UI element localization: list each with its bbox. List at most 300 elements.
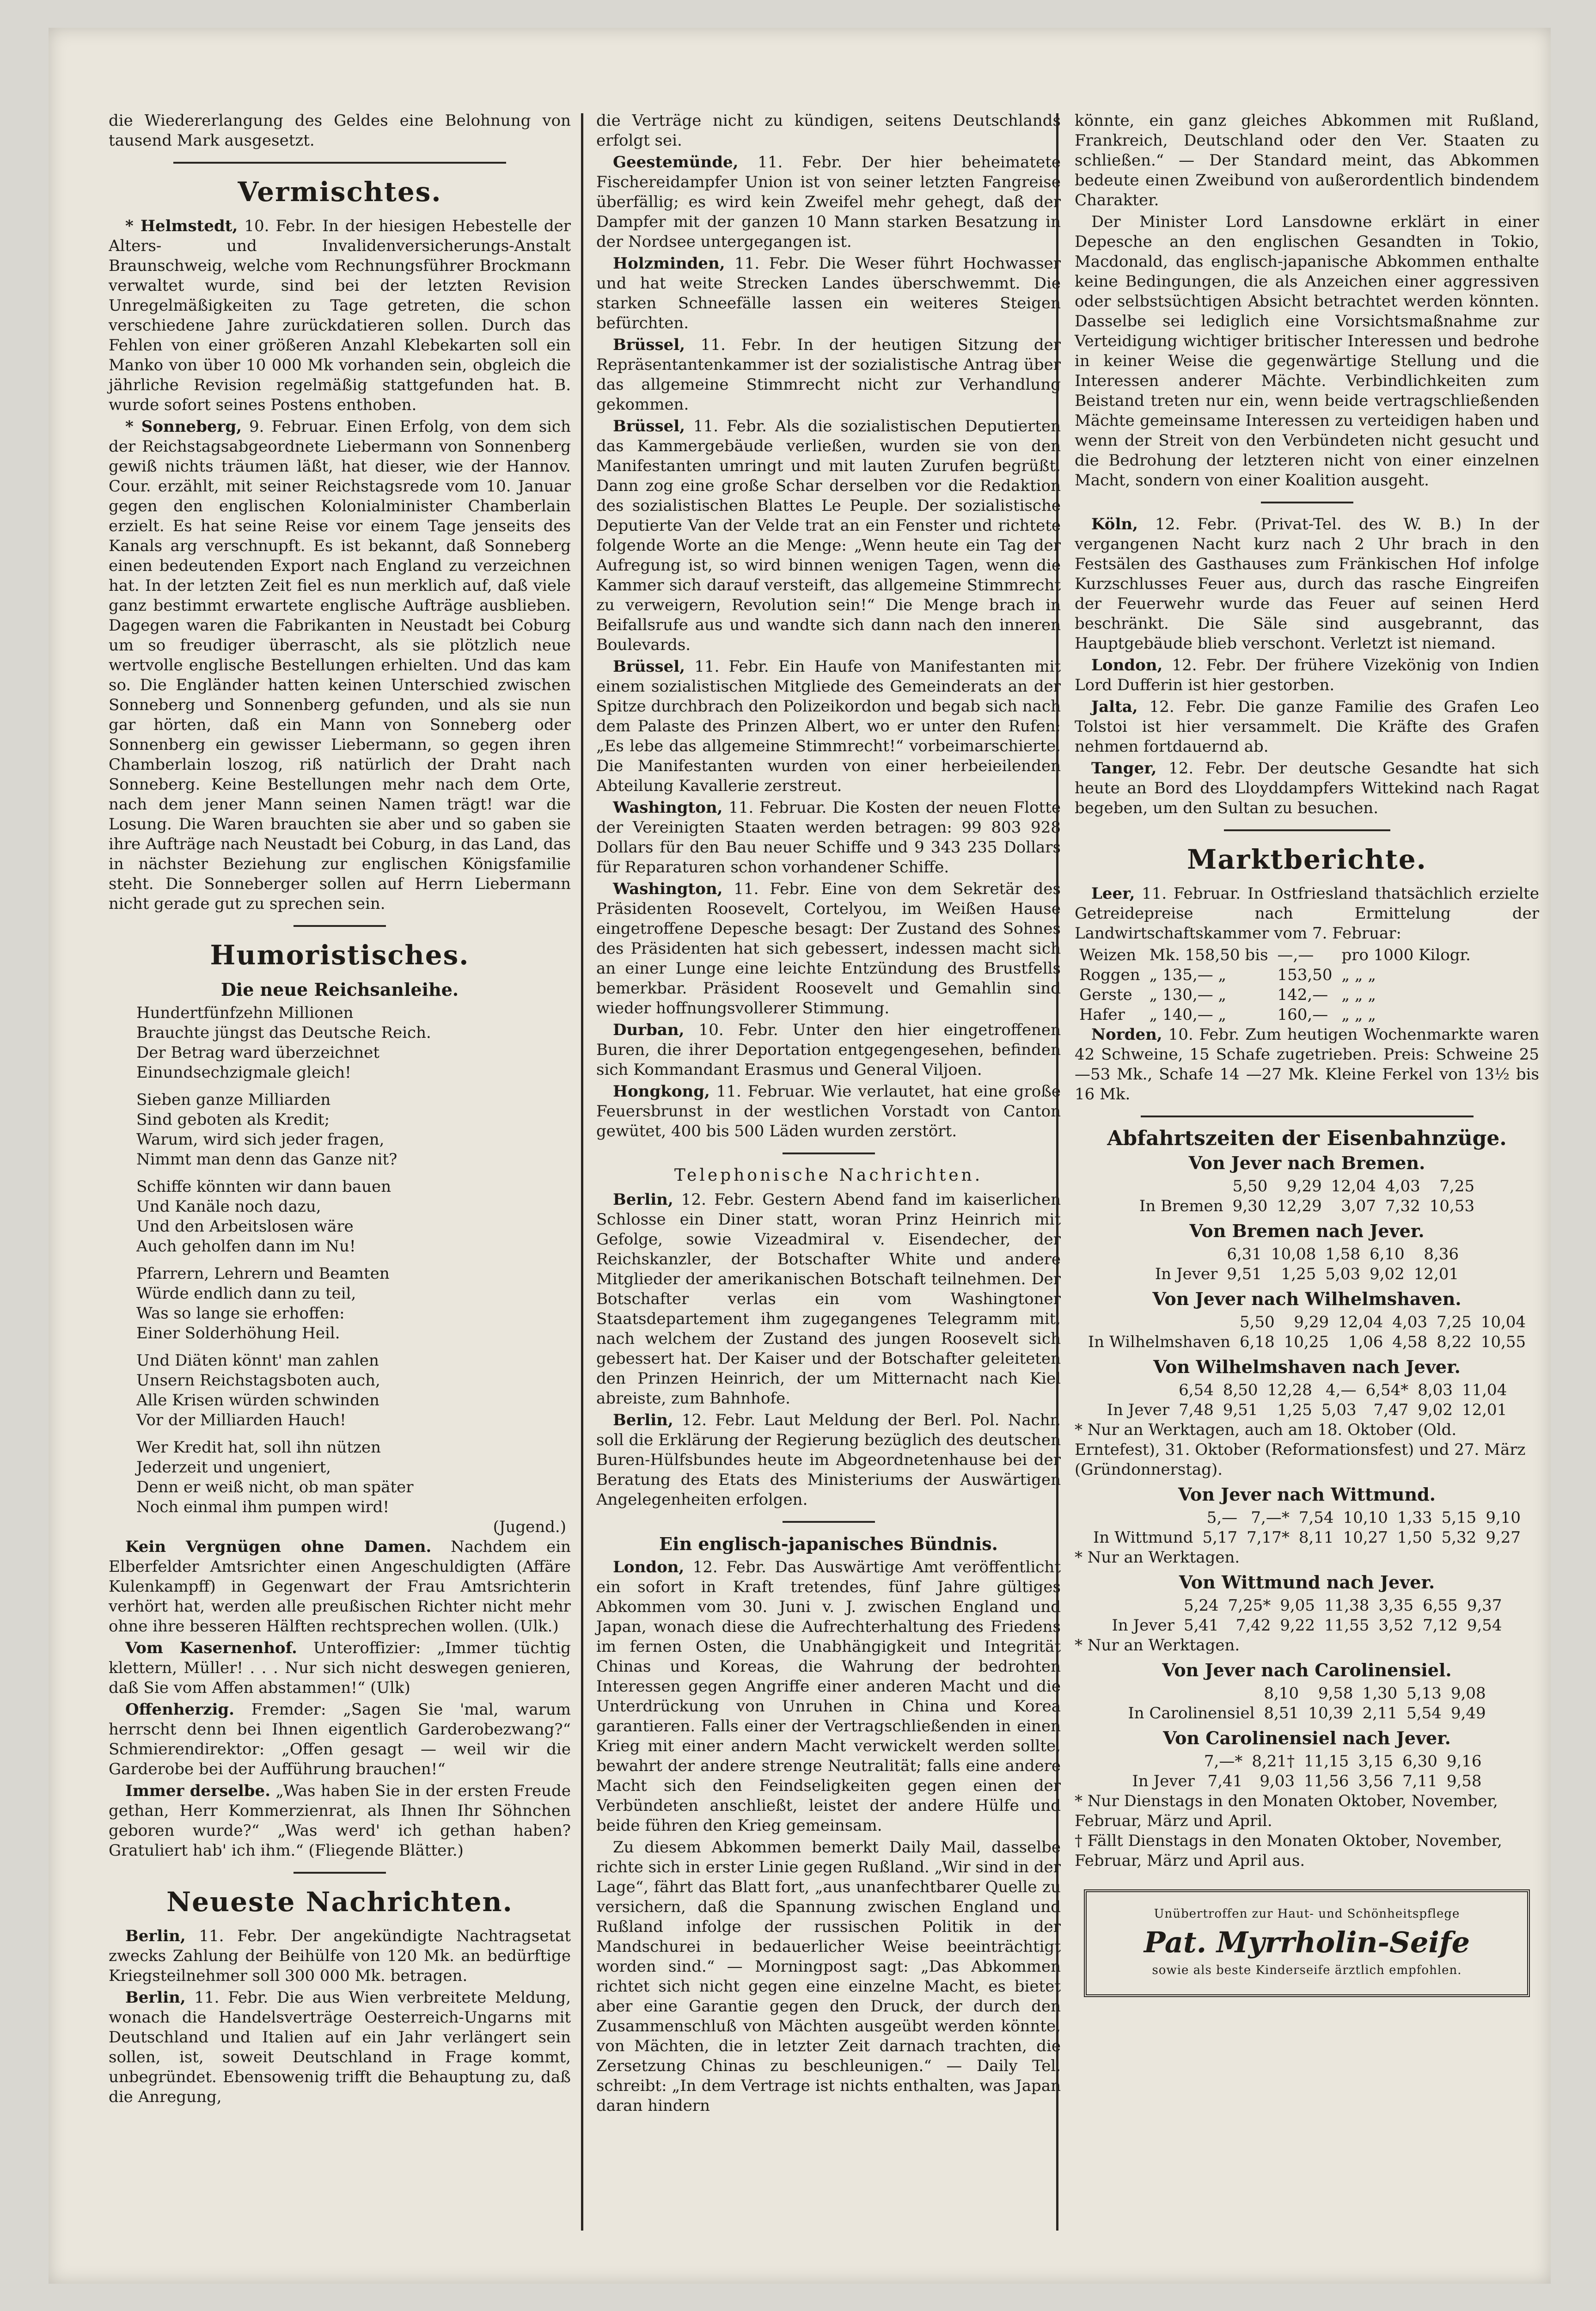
- timetable-note: * Nur an Werktagen.: [1075, 1636, 1240, 1655]
- poem-line: Der Betrag ward überzeichnet: [136, 1043, 380, 1062]
- departure-time: 1,25: [1277, 1401, 1312, 1419]
- article-text: 11. Febr. Eine von dem Sekretär des Präsidenten Roosevelt, Cortelyou, im Weißen Hause eingetroffene Depesche besagt: Der Zustand des Sohnes des Präsidenten hat sich gebessert, indessen macht sich an einer Lunge eine leichte Entzündung des Brustfells bemerkbar. Präsident Roosevelt und Gemahlin sind wieder hoffnungsvollerer Stimmung.: [596, 880, 1061, 1018]
- station-label: [1107, 1596, 1179, 1616]
- poem-line: Würde endlich dann zu teil,: [136, 1284, 356, 1303]
- news-item: [596, 879, 1061, 1018]
- timetable: [1083, 1312, 1530, 1352]
- departure-time: 9,08: [1450, 1684, 1486, 1703]
- departure-time: 4,58: [1392, 1333, 1428, 1351]
- dateline: Geestemünde,: [613, 153, 739, 172]
- departure-time: 5,03: [1321, 1401, 1357, 1419]
- dateline: Kein Vergnügen ohne Damen.: [125, 1538, 432, 1556]
- price-cell: „ „ „: [1341, 1005, 1376, 1024]
- ad-subline: sowie als beste Kinderseife ärztlich empfohlen.: [1152, 1963, 1462, 1977]
- poem-line: Was so lange sie erhoffen:: [136, 1304, 345, 1323]
- departure-time: 6,55: [1423, 1596, 1458, 1615]
- section-divider: [1224, 829, 1390, 831]
- section-title-buendnis: Ein englisch-japanisches Bündnis.: [659, 1533, 998, 1554]
- price-cell: „ „ „: [1341, 966, 1376, 984]
- departure-time: 1,30: [1362, 1684, 1398, 1703]
- column-rule: [581, 113, 583, 2231]
- departure-time: 12,04: [1331, 1177, 1376, 1195]
- poem-line: Brauchte jüngst das Deutsche Reich.: [136, 1024, 431, 1042]
- poem-line: Auch geholfen dann im Nu!: [136, 1237, 356, 1256]
- departure-time: 8,11: [1298, 1528, 1334, 1547]
- station-label: In Carolinensiel: [1128, 1704, 1255, 1723]
- departure-time: 5,15: [1441, 1508, 1477, 1527]
- departure-time: 12,01: [1461, 1401, 1507, 1419]
- dateline: Washington,: [613, 798, 723, 817]
- price-row: [1075, 945, 1475, 965]
- article-text: 10. Febr. Unter den hier eingetroffenen Buren, die ihrer Deportation entgegengesehen, befinden sich Kommandant Erasmus und General Viljoen.: [596, 1021, 1061, 1079]
- article-lansdowne: Der Minister Lord Lansdowne erklärt in einer Depesche an den englischen Gesandten in Tokio, Macdonald, das englisch-japanische Abkommen enthalte keine Bedingungen, die als Anzeichen einer aggressiven oder selbstsüchtigen Absicht betrachtet werden könnten. Dasselbe sei lediglich eine Vorsichtsmaßnahme zur Verteidigung wichtiger britischer Interessen und bedrohe in keiner Weise die gegenwärtige Stellung und die Interessen anderer Mächte. Verbindlichkeiten zum Beistand treten nur ein, wenn beide vertragschließenden Mächte gemeinsame Interessen zu verteidigen haben und wenn der Streit von den Verbündeten nicht gesucht und die Bedrohung der letzteren nicht von einer einzelnen Macht, sondern von einer Koalition ausgeht.: [1075, 213, 1539, 490]
- poem-line: Und Kanäle noch dazu,: [136, 1197, 321, 1216]
- timetable-row: [1102, 1380, 1512, 1400]
- departure-time: 11,38: [1324, 1596, 1370, 1615]
- station-label: In Wilhelmshaven: [1088, 1333, 1231, 1351]
- section-divider: [783, 1152, 875, 1154]
- section-title-telephonische-nachrichten: Telephonische Nachrichten.: [674, 1166, 983, 1185]
- departure-time: 5,54: [1406, 1704, 1442, 1723]
- dateline: Köln,: [1091, 515, 1138, 533]
- continued-text: die Wiedererlangung des Geldes eine Belohnung von tausend Mark ausgesetzt.: [109, 111, 571, 150]
- departure-time: 3,52: [1378, 1616, 1414, 1635]
- departure-time: 7,—*: [1251, 1508, 1290, 1527]
- dateline: Hongkong,: [613, 1082, 710, 1101]
- poem-stanza: [136, 1438, 571, 1517]
- timetable-row: [1150, 1244, 1463, 1264]
- dateline: London,: [1091, 656, 1163, 674]
- dateline: Vom Kasernenhof.: [125, 1639, 297, 1657]
- departure-time: 7,25: [1437, 1313, 1472, 1331]
- market-report-leer: [1075, 884, 1539, 944]
- ad-brand-name: Pat. Myrrholin-Seife: [1143, 1925, 1470, 1959]
- departure-time: 7,12: [1423, 1616, 1458, 1635]
- departure-time: 1,50: [1397, 1528, 1432, 1547]
- timetable-title: Von Wilhelmshaven nach Jever.: [1153, 1356, 1461, 1377]
- news-item: [596, 1190, 1061, 1409]
- departure-time: 5,41: [1183, 1616, 1219, 1635]
- departure-time: 9,37: [1467, 1596, 1502, 1615]
- dateline: Brüssel,: [613, 417, 685, 435]
- column-left: [109, 111, 571, 2109]
- poem-line: Jederzeit und ungeniert,: [136, 1458, 331, 1477]
- dateline: Tanger,: [1091, 759, 1157, 778]
- timetable: [1123, 1684, 1490, 1723]
- departure-time: 5,32: [1441, 1528, 1477, 1547]
- price-cell: 153,50: [1277, 966, 1333, 984]
- departure-time: 12,28: [1267, 1381, 1312, 1399]
- dateline: Washington,: [613, 880, 723, 898]
- article-text: 9. Februar. Einen Erfolg, von dem sich der Reichstagsabgeordnete Liebermann von Sonnenberg gewiß nichts träumen läßt, hat dieser, wie der Hannov. Cour. erzählt, mit seiner Reichstagsrede vom 10. Januar gegen den englischen Kolonialminister Chamberlain erzielt. Es hat seine Reise vor einem Tage jenseits des Kanals arg verschnupft. Es ist bekannt, daß Sonneberg einen bedeutenden Export nach England zu verzeichnen hat. In der letzten Zeit fiel es nun merklich auf, daß viele ganz bestimmt erwartete englische Aufträge ausblieben. Dagegen waren die Fabrikanten in Neustadt bei Coburg um so freudiger überrascht, als sie plötzlich neue wertvolle englische Bestellungen erhielten. Und das kam so. Die Engländer hatten keinen Unterschied zwischen Sonneberg und Sonnenberg gefunden, und als sie nun gar hörten, daß ein Mann von Sonneberg oder Sonnenberg ein gewisser Liebermann, so gegen ihren Chamberlain loszog, riß natürlich der Draht nach Sonneberg. Keine Bestellungen mehr nach dem Orte, nach dem jener Mann seinen Namen trägt! war die Losung. Die Waren brauchten sie aber und so gaben sie ihre Aufträge nach Neustadt bei Coburg, in das Land, das in nächster Beziehung zur englischen Königsfamilie steht. Die Sonneberger sollen auf Herrn Liebermann nicht gerade gut zu sprechen sein.: [109, 417, 571, 913]
- departure-time: 7,25: [1439, 1177, 1475, 1195]
- poem: [136, 1003, 571, 1517]
- departure-time: 12,29: [1277, 1197, 1322, 1215]
- departure-time: 1,33: [1397, 1508, 1432, 1527]
- departure-time: 7,42: [1235, 1616, 1271, 1635]
- news-item: [596, 1410, 1061, 1510]
- poem-title: Die neue Reichsanleihe.: [220, 979, 459, 1000]
- timetable-title: Von Bremen nach Jever.: [1189, 1220, 1425, 1241]
- section-divider: [173, 162, 506, 164]
- news-item: [596, 1557, 1061, 1836]
- station-label: In Wittmund: [1093, 1528, 1193, 1547]
- column-middle: [596, 111, 1061, 2118]
- departure-time: 8,50: [1223, 1381, 1258, 1399]
- departure-time: 6,31: [1227, 1245, 1262, 1263]
- news-item: [109, 1926, 571, 1986]
- departure-time: 4,03: [1392, 1313, 1428, 1331]
- price-row: [1075, 985, 1475, 1005]
- article-text: Zu diesem Abkommen bemerkt Daily Mail, dasselbe richte sich in erster Linie gegen Rußland. „Wir sind in der Lage“, fährt das Blatt fort, „aus unanfechtbarer Quelle zu versichern, daß die Spannung zwischen England und Rußland infolge der russischen Politik in der Mandschurei in bedauerlicher Weise beeinträchtigt worden sind.“ — Morningpost sagt: „Das Abkommen richtet sich nicht gegen eine einzelne Macht, es bietet aber eine Garantie gegen den Druck, der durch den Zusammenschluß von Mächten ausgeübt werden könnte, von Mächten, die in letzter Zeit darnach trachten, die Zersetzung Chinas zu beschleunigen.“ — Daily Tel. schreibt: „In dem Vertrage ist nichts enthalten, was Japan daran hindern: [596, 1838, 1061, 2115]
- station-label: In Jever: [1107, 1401, 1170, 1419]
- departure-time: 6,18: [1240, 1333, 1275, 1351]
- section-title-vermischtes: Vermischtes.: [238, 176, 442, 208]
- article-text: 11. Febr. Als die sozialistischen Deputierten das Kammergebäude verließen, wurden sie von den Manifestanten umringt und mit lauten Zurufen begrüßt. Dann zog eine große Schar derselben vor die Redaktion des sozialistischen Blattes Le Peuple. Der sozialistische Deputierte Van der Velde trat an ein Fenster und richtete folgende Worte an die Menge: „Wenn heute ein Tag der Aufregung ist, so wird binnen wenigen Tagen, wenn die Kammer sich darauf versteift, das allgemeine Stimmrecht zu verweigern, Revolution sein!“ Die Menge brach in Beifallsrufe aus und wandte sich dann nach den inneren Boulevards.: [596, 417, 1061, 654]
- departure-time: 6,54: [1179, 1381, 1214, 1399]
- timetable-title: Von Jever nach Bremen.: [1188, 1152, 1425, 1173]
- departure-time: 5,03: [1325, 1265, 1361, 1283]
- departure-time: 3,15: [1358, 1752, 1394, 1771]
- departure-time: 5,50: [1240, 1313, 1275, 1331]
- poem-source: (Jugend.): [493, 1518, 566, 1536]
- article-text: 11. Febr. Die aus Wien verbreitete Meldung, wonach die Handelsverträge Oesterreich-Ungarns mit Deutschland und Italien auf ein Jahr verlängert sein sollen, ist, soweit Deutschland in Frage kommt, unbegründet. Ebensowenig trifft die Behauptung zu, daß die Anregung,: [109, 1988, 571, 2106]
- poem-line: Alle Krisen würden schwinden: [136, 1391, 379, 1410]
- timetable-row: [1088, 1528, 1525, 1548]
- section-title-eisenbahn: Abfahrtszeiten der Eisenbahnzüge.: [1107, 1127, 1507, 1150]
- departure-time: 10,08: [1271, 1245, 1316, 1263]
- departure-time: 7,48: [1179, 1401, 1214, 1419]
- departure-time: 8,10: [1264, 1684, 1299, 1703]
- departure-time: 5,50: [1232, 1177, 1268, 1195]
- departure-time: 5,24: [1183, 1596, 1219, 1615]
- timetable-row: [1127, 1772, 1486, 1791]
- departure-time: 12,01: [1413, 1265, 1459, 1283]
- section-divider: [1141, 1116, 1474, 1117]
- poem-stanza: [136, 1090, 571, 1170]
- departure-time: 9,58: [1446, 1772, 1482, 1790]
- departure-time: 8,51: [1264, 1704, 1299, 1723]
- soap-advertisement: [1084, 1889, 1530, 1997]
- article-text: 12. Febr. Laut Meldung der Berl. Pol. Nachr. soll die Erklärung der Regierung bezüglich des deutschen Buren-Hülfsbundes heute im Abgeordnetenhause bei der Beratung des Etats des Ministeriums der Auswärtigen Angelegenheiten erfolgen.: [596, 1411, 1061, 1509]
- news-list: [109, 1926, 571, 2107]
- timetable: [1150, 1244, 1463, 1284]
- departure-time: 10,55: [1480, 1333, 1526, 1351]
- timetable-title: Von Wittmund nach Jever.: [1179, 1572, 1435, 1593]
- departure-time: 9,51: [1223, 1401, 1258, 1419]
- departure-time: 12,04: [1338, 1313, 1383, 1331]
- departure-time: 1,25: [1281, 1265, 1316, 1283]
- price-cell: 142,—: [1277, 986, 1328, 1004]
- departure-time: 7,47: [1373, 1401, 1409, 1419]
- price-cell: „ „ „: [1341, 986, 1376, 1004]
- news-item: [596, 1082, 1061, 1141]
- continued-text: die Verträge nicht zu kündigen, seitens Deutschlands erfolgt sei.: [596, 111, 1061, 150]
- news-item: [109, 1700, 571, 1779]
- departure-time: 3,35: [1378, 1596, 1414, 1615]
- departure-time: 7,—*: [1204, 1752, 1243, 1771]
- price-cell: 160,—: [1277, 1005, 1328, 1024]
- departure-time: 9,51: [1227, 1265, 1262, 1283]
- continued-text: könnte, ein ganz gleiches Abkommen mit Rußland, Frankreich, Deutschland oder den Ver. Staaten zu schließen.“ — Der Standard meint, das Abkommen bedeute einen Zweibund von außerordentlich bindendem Charakter.: [1075, 111, 1539, 209]
- poem-line: Schiffe könnten wir dann bauen: [136, 1177, 391, 1196]
- news-item: [1075, 515, 1539, 654]
- news-item: [596, 417, 1061, 655]
- departure-time: 5,—: [1206, 1508, 1238, 1527]
- news-item: [596, 657, 1061, 796]
- timetable: [1102, 1380, 1512, 1420]
- timetable: [1107, 1596, 1506, 1636]
- departure-time: 10,53: [1429, 1197, 1475, 1215]
- price-cell: Gerste: [1079, 986, 1132, 1004]
- departure-time: 7,32: [1385, 1197, 1420, 1215]
- poem-line: Hundertfünfzehn Millionen: [136, 1004, 354, 1022]
- departure-time: 9,29: [1294, 1313, 1329, 1331]
- poem-line: Denn er weiß nicht, ob man später: [136, 1478, 414, 1496]
- timetable-note: * Nur an Werktagen, auch am 18. Oktober (Old. Erntefest), 31. Oktober (Reformationsfest) und 27. März (Gründonnerstag).: [1075, 1421, 1526, 1479]
- article-helmstedt: [109, 216, 571, 415]
- poem-line: Einer Solderhöhung Heil.: [136, 1324, 340, 1342]
- station-label: In Jever: [1132, 1772, 1195, 1790]
- dateline: Berlin,: [125, 1988, 186, 2007]
- article-text: 11. Febr. Ein Haufe von Manifestanten mit einem sozialistischen Mitgliede des Gemeinderats an der Spitze durchbrach den Polizeikordon und begab sich nach dem Palaste des Prinzen Albert, wo er unter den Rufen: „Es lebe das allgemeine Stimmrecht!“ vorbeimarschierte. Die Manifestanten wurden von einer herbeieilenden Abteilung Kavallerie zerstreut.: [596, 657, 1061, 795]
- departure-time: 1,06: [1348, 1333, 1383, 1351]
- departure-time: 10,10: [1343, 1508, 1388, 1527]
- dateline: Leer,: [1091, 884, 1135, 903]
- price-cell: Roggen: [1079, 966, 1140, 984]
- price-cell: „ 135,— „: [1149, 966, 1227, 984]
- departure-time: 1,58: [1325, 1245, 1361, 1263]
- departure-time: 6,30: [1402, 1752, 1437, 1771]
- station-label: [1102, 1380, 1174, 1400]
- timetable-row: [1088, 1508, 1525, 1528]
- poem-line: Unsern Reichstagsboten auch,: [136, 1371, 380, 1390]
- timetable-note: * Nur an Werktagen.: [1075, 1548, 1240, 1567]
- departure-time: 9,10: [1486, 1508, 1521, 1527]
- departure-time: 10,25: [1284, 1333, 1329, 1351]
- poem-line: Und Diäten könnt' man zahlen: [136, 1351, 379, 1370]
- news-item: [1075, 697, 1539, 757]
- departure-time: 8,03: [1418, 1381, 1453, 1399]
- article-text: 11. Februar. Die Kosten der neuen Flotte der Vereinigten Staaten werden betragen: 99 803 928 Dollars für den Bau neuer Schiffe und 9 343 235 Dollars für Reparaturen schon vorhandener Schiffe.: [596, 798, 1061, 877]
- poem-line: Und den Arbeitslosen wäre: [136, 1217, 354, 1236]
- departure-time: 3,56: [1358, 1772, 1394, 1790]
- timetable-title: Von Jever nach Wilhelmshaven.: [1152, 1288, 1461, 1309]
- departure-time: 10,39: [1308, 1704, 1353, 1723]
- price-cell: pro 1000 Kilogr.: [1341, 946, 1471, 964]
- poem-line: Nimmt man denn das Ganze nit?: [136, 1150, 397, 1169]
- news-item: [596, 1020, 1061, 1080]
- poem-line: Warum, wird sich jeder fragen,: [136, 1130, 385, 1149]
- departure-time: 5,13: [1406, 1684, 1442, 1703]
- departure-time: 9,54: [1467, 1616, 1502, 1635]
- timetable: [1135, 1177, 1479, 1216]
- timetable-row: [1150, 1264, 1463, 1284]
- dateline: Brüssel,: [613, 657, 685, 676]
- timetable-row: [1083, 1332, 1530, 1352]
- station-label: [1123, 1684, 1259, 1704]
- departure-time: 3,07: [1341, 1197, 1376, 1215]
- article-text: 10. Febr. Zum heutigen Wochenmarkte waren 42 Schweine, 15 Schafe zugetrieben. Preis: Schweine 25—53 Mk., Schafe 14 —27 Mk. Kleine Ferkel von 13½ bis 16 Mk.: [1075, 1025, 1539, 1103]
- price-cell: Hafer: [1079, 1005, 1125, 1024]
- departure-time: 2,11: [1362, 1704, 1398, 1723]
- price-row: [1075, 965, 1475, 985]
- departure-time: 4,—: [1326, 1381, 1357, 1399]
- poem-line: Wer Kredit hat, soll ihn nützen: [136, 1438, 381, 1457]
- departure-time: 9,22: [1280, 1616, 1315, 1635]
- article-text: 10. Febr. In der hiesigen Hebestelle der Alters- und Invalidenversicherungs-Anstalt Braunschweig, welche vom Rechnungsführer Brockmann verwaltet wurde, sind bei der letzten Revision Unregelmäßigkeiten zu Tage getreten, die schon verschiedene Jahre zurückdatieren sollen. Durch das Fehlen von einer größeren Anzahl Klebekarten soll ein Manko von über 10 000 Mk vorhanden sein, obgleich die jährliche Revision regelmäßig stattgefunden hat. B. wurde sofort seines Postens enthoben.: [109, 217, 571, 414]
- station-label: In Jever: [1155, 1265, 1218, 1283]
- dateline: * Sonneberg,: [125, 417, 242, 436]
- dateline: Brüssel,: [613, 336, 685, 354]
- departure-time: 11,55: [1324, 1616, 1370, 1635]
- poem-stanza: [136, 1003, 571, 1083]
- article-text: 12. Febr. Die ganze Familie des Grafen Leo Tolstoi ist hier versammelt. Die Kräfte des Grafen nehmen fortdauernd ab.: [1075, 698, 1539, 756]
- section-divider: [783, 1521, 875, 1523]
- departure-time: 7,41: [1207, 1772, 1243, 1790]
- departure-time: 7,54: [1298, 1508, 1334, 1527]
- timetable-row: [1123, 1704, 1490, 1723]
- article-text: 12. Febr. (Privat-Tel. des W. B.) In der vergangenen Nacht kurz nach 2 Uhr brach in den Festsälen des Gasthauses zum Fränkischen Hof infolge Kurzschlusses Feuer aus, durch das rasche Eingreifen der Feuerwehr wurde das Feuer auf seinen Herd beschränkt. Die Säle sind ausgebrannt, das Hauptgebäude blieb verschont. Verletzt ist niemand.: [1075, 515, 1539, 653]
- departure-time: 4,03: [1385, 1177, 1420, 1195]
- news-item: [109, 1781, 571, 1861]
- dateline: Immer derselbe.: [125, 1782, 271, 1800]
- dateline: Jalta,: [1091, 698, 1138, 716]
- news-item: [1075, 656, 1539, 695]
- poem-line: Sind geboten als Kredit;: [136, 1110, 330, 1129]
- timetable-note: * Nur Dienstags in den Monaten Oktober, November, Februar, März und April.: [1075, 1792, 1498, 1830]
- ad-tagline: Unübertroffen zur Haut- und Schönheitspflege: [1154, 1907, 1460, 1921]
- article-text: 12. Febr. Das Auswärtige Amt veröffentlicht ein sofort in Kraft tretendes, fünf Jahre gültiges Abkommen vom 30. Juni v. J. zwischen England und Japan, wonach diese die Aufrechterhaltung des Friedens im fernen Osten, die Unabhängigkeit und Integrität Chinas und Koreas, die Wahrung der bedrohten Interessen gegen Angriffe einer anderen Macht und die Unterdrückung von Unruhen in China und Korea garantieren. Falls einer der Vertragschließenden in einen Krieg mit einer andern Macht verwickelt werden sollte, bewahrt der andere strenge Neutralität; falls eine andere Macht sich den Feindseligkeiten gegen einen der Verbündeten anschließt, leistet der andere Hülfe und beide führen den Krieg gemeinsam.: [596, 1558, 1061, 1835]
- departure-time: 6,10: [1370, 1245, 1405, 1263]
- timetable-row: [1102, 1400, 1512, 1420]
- article-text: 11. Febr. Der angekündigte Nachtragsetat zwecks Zahlung der Beihülfe von 120 Mk. an bedürftige Kriegsteilnehmer soll 300 000 Mk. betragen.: [109, 1927, 571, 1985]
- poem-line: Sieben ganze Milliarden: [136, 1091, 331, 1109]
- timetable-row: [1135, 1177, 1479, 1196]
- news-list: [596, 153, 1061, 1141]
- dateline: Offenherzig.: [125, 1700, 234, 1719]
- section-divider: [1261, 502, 1353, 503]
- departure-time: 8,36: [1424, 1245, 1459, 1263]
- news-list: [596, 1190, 1061, 1510]
- poem-line: Einundsechzigmale gleich!: [136, 1063, 351, 1082]
- poem-stanza: [136, 1177, 571, 1257]
- departure-time: 9,30: [1232, 1197, 1268, 1215]
- news-item: [109, 1988, 571, 2107]
- departure-time: 9,05: [1280, 1596, 1315, 1615]
- article-text: Fremder: „Sagen Sie 'mal, warum herrscht denn bei Ihnen eigentlich Garderobezwang?“ Schmierendirektor: „Offen gesagt — weil wir die Garderobe bei der Aufführung brauchen!“: [109, 1700, 571, 1778]
- departure-time: 9,58: [1318, 1684, 1353, 1703]
- timetable-note: † Fällt Dienstags in den Monaten Oktober, November, Februar, März und April aus.: [1075, 1832, 1502, 1870]
- news-item: [109, 1638, 571, 1698]
- dateline: Durban,: [613, 1021, 685, 1039]
- article-text: 11. Februar. Wie verlautet, hat eine große Feuersbrunst in der westlichen Vorstadt von Canton gewütet, 400 bis 500 Läden wurden zerstört.: [596, 1082, 1061, 1140]
- departure-time: 9,16: [1446, 1752, 1482, 1771]
- departure-time: 7,11: [1402, 1772, 1437, 1790]
- station-label: [1150, 1244, 1222, 1264]
- departure-time: 8,22: [1437, 1333, 1472, 1351]
- dateline: Berlin,: [125, 1927, 186, 1945]
- timetable-row: [1123, 1684, 1490, 1704]
- news-item: [596, 153, 1061, 252]
- dateline: Holzminden,: [613, 254, 725, 273]
- article-text: 12. Febr. Der frühere Vizekönig von Indien Lord Dufferin ist hier gestorben.: [1075, 656, 1539, 694]
- section-title-neueste-nachrichten: Neueste Nachrichten.: [166, 1886, 513, 1918]
- departure-time: 9,29: [1287, 1177, 1322, 1195]
- poem-stanza: [136, 1351, 571, 1430]
- article-text: 11. Februar. In Ostfriesland thatsächlich erzielte Getreidepreise nach Ermittelung der Landwirtschaftskammer vom 7. Februar:: [1075, 884, 1539, 943]
- news-item: [596, 254, 1061, 333]
- station-label: In Jever: [1112, 1616, 1174, 1635]
- departure-time: 10,27: [1343, 1528, 1388, 1547]
- departure-time: 5,17: [1202, 1528, 1238, 1547]
- departure-time: 9,49: [1450, 1704, 1486, 1723]
- departure-time: 6,54*: [1365, 1381, 1409, 1399]
- departure-time: 7,25*: [1228, 1596, 1271, 1615]
- timetable: [1127, 1752, 1486, 1791]
- departure-time: 9,03: [1260, 1772, 1295, 1790]
- news-item: [596, 335, 1061, 415]
- article-text: 11. Febr. Der hier beheimatete Fischereidampfer Union ist von seiner letzten Fangreise überfällig; es wird kein Zweifel mehr gehegt, daß der Dampfer mit der ganzen 10 Mann starken Besatzung in der Nordsee untergegangen ist.: [596, 153, 1061, 251]
- departure-time: 11,56: [1304, 1772, 1349, 1790]
- timetable-title: Von Jever nach Carolinensiel.: [1162, 1660, 1452, 1680]
- station-label: [1083, 1312, 1235, 1332]
- price-cell: „ 130,— „: [1149, 986, 1227, 1004]
- newspaper-page: [49, 28, 1551, 2284]
- article-sonneberg: [109, 417, 571, 914]
- jokes-list: [109, 1537, 571, 1861]
- column-right: [1075, 111, 1539, 1997]
- dateline: Norden,: [1091, 1025, 1162, 1044]
- news-item: [596, 1838, 1061, 2116]
- news-list: [1075, 515, 1539, 818]
- price-cell: Mk. 158,50 bis: [1149, 946, 1268, 964]
- train-timetables: [1075, 1153, 1539, 1871]
- dateline: Berlin,: [613, 1190, 673, 1209]
- station-label: In Bremen: [1139, 1197, 1223, 1215]
- article-text: 12. Febr. Gestern Abend fand im kaiserlichen Schlosse ein Diner statt, woran Prinz Heinrich mit Gefolge, sowie Vizeadmiral v. Eisendecher, der Reichskanzler, der Botschafter White und andere Mitglieder der amerikanischen Botschaft teilnehmen. Der Botschafter verlas ein vom Washingtoner Staatsdepartement ihm zugegangenes Telegramm mit, nach welchem der Zustand des jungen Roosevelt sich gebessert hat. Der Kaiser und der Botschafter geleiteten den Prinzen Heinrich, der um Mitternacht nach Kiel abreiste, zum Bahnhofe.: [596, 1190, 1061, 1408]
- timetable-title: Von Jever nach Wittmund.: [1178, 1484, 1436, 1505]
- station-label: [1088, 1508, 1198, 1528]
- dateline: London,: [613, 1558, 685, 1576]
- article-text: Unteroffizier: „Immer tüchtig klettern, Müller! . . . Nur sich nicht deswegen genieren, daß Sie vom Affen abstammen!“ (Ulk): [109, 1639, 571, 1697]
- departure-time: 8,21†: [1252, 1752, 1295, 1771]
- dateline: Berlin,: [613, 1411, 673, 1429]
- departure-time: 11,15: [1304, 1752, 1349, 1771]
- timetable-row: [1135, 1196, 1479, 1216]
- grain-price-table: [1075, 945, 1475, 1025]
- timetable-row: [1107, 1616, 1506, 1636]
- price-row: [1075, 1005, 1475, 1025]
- departure-time: 9,27: [1486, 1528, 1521, 1547]
- article-text: 12. Febr. Der deutsche Gesandte hat sich heute an Bord des Lloyddampfers Wittekind nach Ragat begeben, um den Sultan zu besuchen.: [1075, 759, 1539, 817]
- station-label: [1127, 1752, 1199, 1772]
- news-item: [109, 1537, 571, 1637]
- market-report-norden: [1075, 1025, 1539, 1104]
- timetable: [1088, 1508, 1525, 1548]
- price-cell: —,—: [1277, 946, 1314, 964]
- timetable-row: [1107, 1596, 1506, 1616]
- poem-line: Noch einmal ihm pumpen wird!: [136, 1498, 390, 1516]
- timetable-title: Von Carolinensiel nach Jever.: [1163, 1728, 1451, 1748]
- timetable-row: [1083, 1312, 1530, 1332]
- news-item: [596, 798, 1061, 877]
- price-cell: Weizen: [1079, 946, 1137, 964]
- timetable-row: [1127, 1752, 1486, 1772]
- dateline: * Helmstedt,: [125, 217, 238, 235]
- departure-time: 7,17*: [1247, 1528, 1290, 1547]
- article-text: 11. Febr. In der heutigen Sitzung der Repräsentantenkammer ist der sozialistische Antrag über das allgemeine Stimmrecht nicht zur Verhandlung gekommen.: [596, 336, 1061, 414]
